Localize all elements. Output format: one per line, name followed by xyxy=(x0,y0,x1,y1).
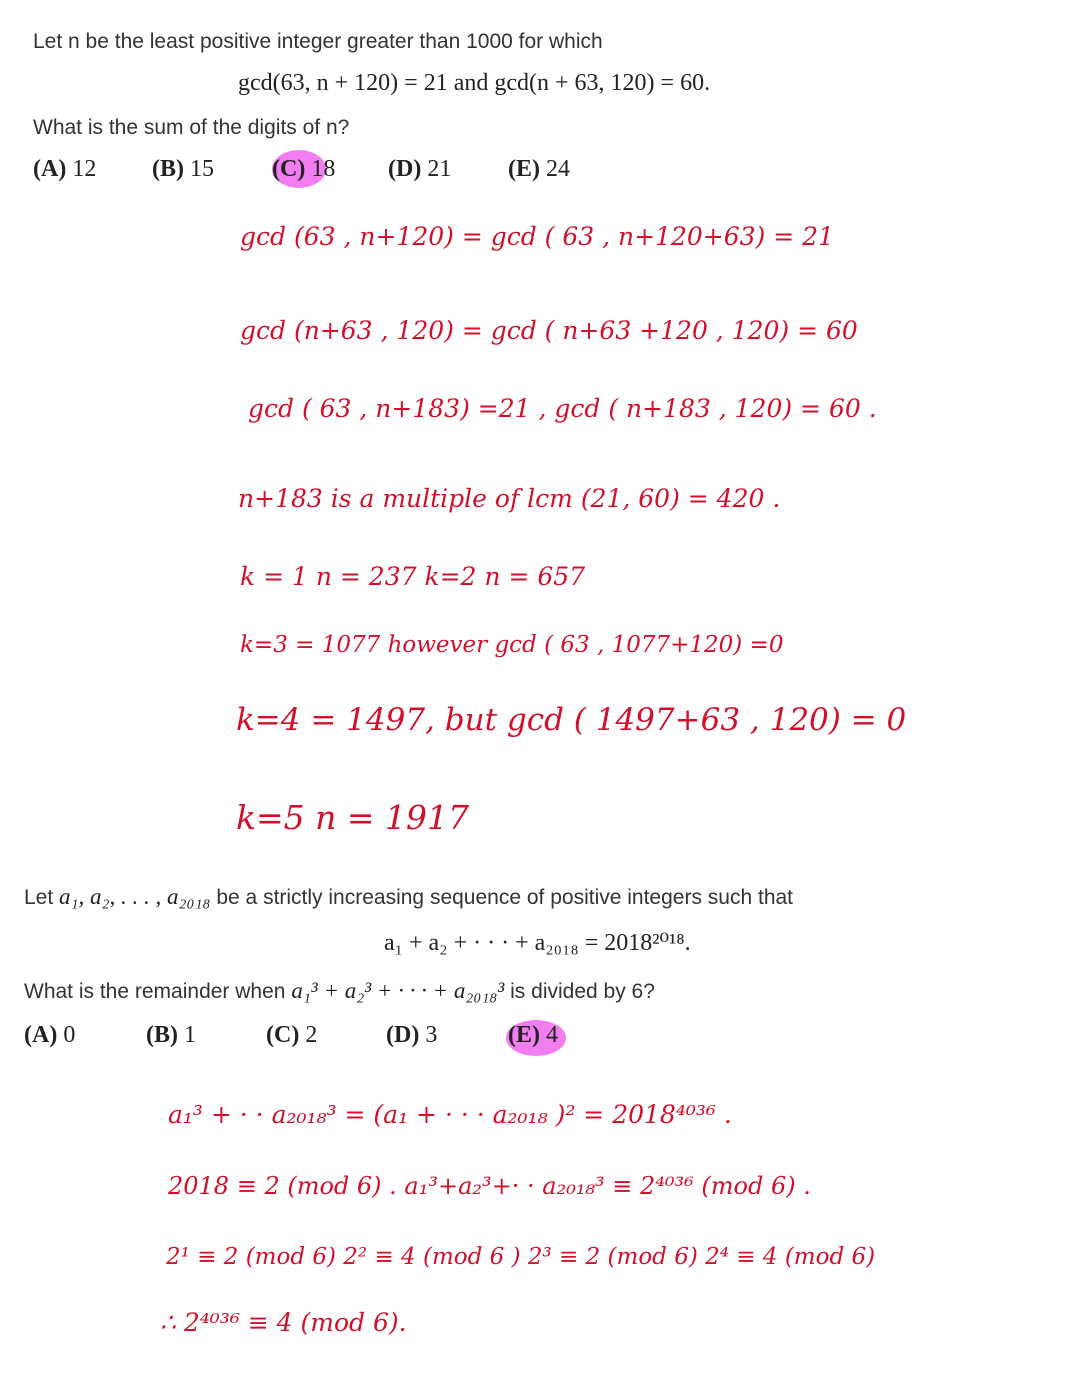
solution1-line-2: gcd (n+63 , 120) = gcd ( n+63 +120 , 120) = 60 xyxy=(240,316,858,345)
solution1-line-5: k = 1 n = 237 k=2 n = 657 xyxy=(240,562,586,591)
problem1-choice-d: (D) 21 xyxy=(388,156,452,182)
problem1-question: What is the sum of the digits of n? xyxy=(33,116,350,139)
problem1-choice-b: (B) 15 xyxy=(152,156,214,182)
problem1-choice-c: (C) 18 xyxy=(272,156,336,182)
solution1-line-6: k=3 = 1077 however gcd ( 63 , 1077+120) =0 xyxy=(240,632,784,658)
solution2-line-1: a₁³ + · · a₂₀₁₈³ = (a₁ + · · · a₂₀₁₈ )² = 2018⁴⁰³⁶ . xyxy=(168,1100,732,1129)
solution2-line-4: ∴ 2⁴⁰³⁶ ≡ 4 (mod 6). xyxy=(160,1308,407,1337)
solution1-line-1: gcd (63 , n+120) = gcd ( 63 , n+120+63) = 21 xyxy=(240,222,834,251)
solution1-line-4: n+183 is a multiple of lcm (21, 60) = 420 . xyxy=(238,484,781,513)
problem1-equation: gcd(63, n + 120) = 21 and gcd(n + 63, 120) = 60. xyxy=(238,70,711,96)
solution2-line-2: 2018 ≡ 2 (mod 6) . a₁³+a₂³+· · a₂₀₁₈³ ≡ 2⁴⁰³⁶ (mod 6) . xyxy=(168,1172,811,1200)
solution1-line-3: gcd ( 63 , n+183) =21 , gcd ( n+183 , 120) = 60 . xyxy=(248,394,877,423)
solution1-line-7: k=4 = 1497, but gcd ( 1497+63 , 120) = 0 xyxy=(236,702,907,738)
solution2-line-3: 2¹ ≡ 2 (mod 6) 2² ≡ 4 (mod 6 ) 2³ ≡ 2 (mod 6) 2⁴ ≡ 4 (mod 6) xyxy=(166,1244,876,1270)
problem2-choice-a: (A) 0 xyxy=(24,1022,76,1048)
problem1-intro: Let n be the least positive integer greater than 1000 for which xyxy=(33,30,603,53)
problem2-choice-d: (D) 3 xyxy=(386,1022,438,1048)
problem1-choice-a: (A) 12 xyxy=(33,156,97,182)
problem2-equation: a₁ + a₂ + · · · + a₂₀₁₈ = 2018²⁰¹⁸. xyxy=(384,930,691,956)
solution1-line-8: k=5 n = 1917 xyxy=(236,798,469,837)
problem2-choice-c: (C) 2 xyxy=(266,1022,318,1048)
problem2-choice-e: (E) 4 xyxy=(508,1022,558,1048)
problem2-choice-b: (B) 1 xyxy=(146,1022,196,1048)
problem1-choice-e: (E) 24 xyxy=(508,156,570,182)
problem2-question: What is the remainder when a₁³ + a₂³ + · · · + a₂₀₁₈³ is divided by 6? xyxy=(24,978,655,1003)
problem2-intro: Let a₁, a₂, . . . , a₂₀₁₈ be a strictly increasing sequence of positive integers such that xyxy=(24,884,794,909)
